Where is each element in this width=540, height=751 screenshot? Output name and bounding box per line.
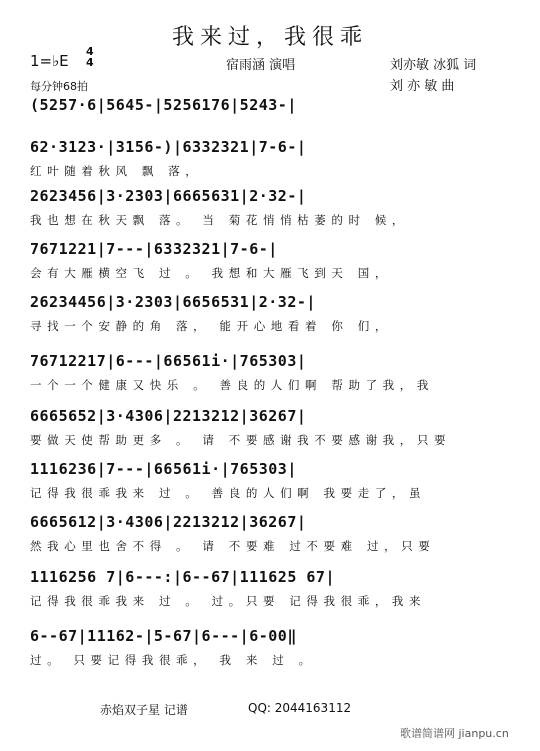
page-title: 我来过，我很乖 [171,25,368,50]
lyrics-line: 我也想在秋天飘 落。 当 菊花悄悄枯萎的时 候， [30,213,410,227]
notation-line: 76712217|6---|66561i·|765303| [30,352,307,370]
watermark: 歌谱简谱网 jianpu.cn [400,727,509,740]
lyrics-line: 一个一个健康又快乐 。 善良的人们啊 帮助了我，我 [30,378,434,392]
notation-line: 6--67|11162-|5-67|6---|6-00‖ [30,627,297,645]
lyricist-credit: 刘亦敏 冰狐 词 [390,58,477,73]
composer-credit: 刘 亦 敏 曲 [390,79,455,94]
notation-line: 1116256 7|6---:|6--67|111625 67| [30,568,335,586]
notation-line: 6665612|3·4306|2213212|36267| [30,513,307,531]
lyrics-line: 会有大雁横空飞 过 。 我想和大雁飞到天 国， [30,266,392,280]
lyrics-line: 记得我很乖我来 过 。 善良的人们啊 我要走了，虽 [30,486,427,500]
lyrics-line: 要做天使帮助更多 。 请 不要感谢我不要感谢我，只要 [30,433,452,447]
lyrics-line: 寻找一个安静的角 落， 能开心地看着 你 们， [30,319,392,333]
lyrics-line: 过。 只要记得我很乖， 我 来 过 。 [30,653,316,667]
lyrics-line: 红叶随着秋风 飘 落， [30,164,203,178]
tempo-marking: 每分钟68拍 [30,80,88,93]
notation-line: (5257·6|5645-|5256176|5243-| [30,96,297,114]
key-signature: 1=♭E [30,52,69,70]
time-signature [86,46,94,68]
time-signature-text: 4 4 [86,45,94,69]
notation-line: 1116236|7---|66561i·|765303| [30,460,297,478]
singer-credit: 宿雨涵 演唱 [226,58,296,73]
notation-line: 62·3123·|3156-)|6332321|7-6-| [30,138,307,156]
transcriber-credit: 赤焰双子星 记谱 [100,703,188,717]
notation-line: 6665652|3·4306|2213212|36267| [30,407,307,425]
notation-line: 2623456|3·2303|6665631|2·32-| [30,187,307,205]
notation-line: 26234456|3·2303|6656531|2·32-| [30,293,316,311]
notation-line: 7671221|7---|6332321|7-6-| [30,240,278,258]
qq-number: QQ: 2044163112 [248,701,352,715]
lyrics-line: 记得我很乖我来 过 。 过。只要 记得我很乖，我来 [30,594,427,608]
lyrics-line: 然我心里也舍不得 。 请 不要难 过不要难 过，只要 [30,539,436,553]
